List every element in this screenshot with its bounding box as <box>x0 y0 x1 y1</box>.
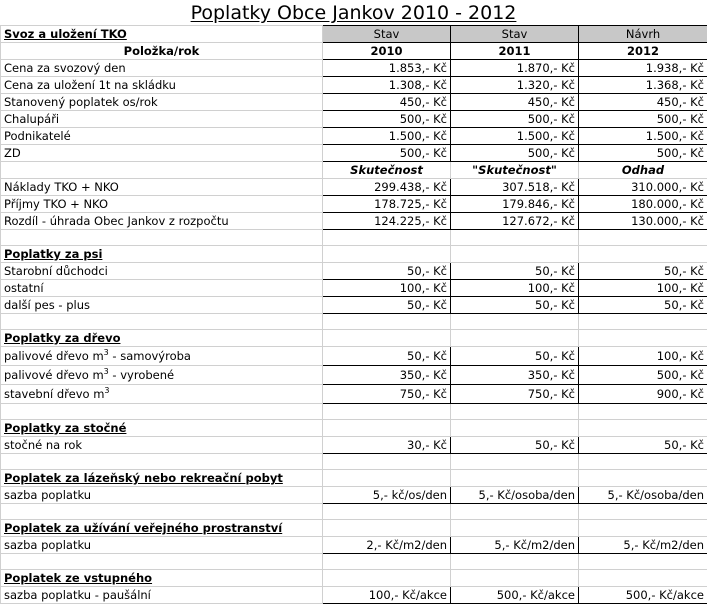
column-year-2010: 2010 <box>323 43 451 60</box>
section-title-spa: Poplatek za lázeňský nebo rekreační pobyt <box>1 470 323 487</box>
table-row: Náklady TKO + NKO 299.438,- Kč 307.518,- Kč 310.000,- Kč <box>1 179 707 196</box>
table-row: Podnikatelé 1.500,- Kč 1.500,- Kč 1.500,- Kč <box>1 128 707 145</box>
table-row: Rozdíl - úhrada Obec Jankov z rozpočtu 124.225,- Kč 127.672,- Kč 130.000,- Kč <box>1 213 707 230</box>
table-row: Příjmy TKO + NKO 178.725,- Kč 179.846,- Kč 180.000,- Kč <box>1 196 707 213</box>
table-row: stočné na rok 30,- Kč 50,- Kč 50,- Kč <box>1 437 707 454</box>
table-row: sazba poplatku - paušální 100,- Kč/akce 500,- Kč/akce 500,- Kč/akce <box>1 587 707 604</box>
reality-header-2012: Odhad <box>579 162 707 179</box>
table-row: ZD 500,- Kč 500,- Kč 500,- Kč <box>1 145 707 162</box>
reality-header-2011: "Skutečnost" <box>451 162 579 179</box>
table-row: sazba poplatku 2,- Kč/m2/den 5,- Kč/m2/den 5,- Kč/m2/den <box>1 537 707 554</box>
table-row: Starobní důchodci 50,- Kč 50,- Kč 50,- Kč <box>1 263 707 280</box>
item-year-label: Položka/rok <box>1 43 323 60</box>
table-row: sazba poplatku 5,- kč/os/den 5,- Kč/osoba/den 5,- Kč/osoba/den <box>1 487 707 504</box>
column-year-2011: 2011 <box>451 43 579 60</box>
section-title-sewage: Poplatky za stočné <box>1 420 323 437</box>
table-row: Cena za uložení 1t na skládku 1.308,- Kč 1.320,- Kč 1.368,- Kč <box>1 77 707 94</box>
section-title-tko: Svoz a uložení TKO <box>1 26 323 43</box>
page-title: Poplatky Obce Jankov 2010 - 2012 <box>190 2 517 24</box>
section-title-public-space: Poplatek za užívání veřejného prostranství <box>1 520 323 537</box>
table-row: palivové dřevo $m^3$ - vyrobené 350,- Kč 350,- Kč 500,- Kč <box>1 366 707 385</box>
table-row: Chalupáři 500,- Kč 500,- Kč 500,- Kč <box>1 111 707 128</box>
section-title-wood: Poplatky za dřevo <box>1 330 323 347</box>
column-status-2011: Stav <box>451 26 579 43</box>
column-year-2012: 2012 <box>579 43 707 60</box>
table-row: palivové dřevo $m^3$ - samovýroba 50,- Kč 50,- Kč 100,- Kč <box>1 347 707 366</box>
section-title-dogs: Poplatky za psi <box>1 246 323 263</box>
fees-table <box>0 25 707 604</box>
table-row: Cena za svozový den 1.853,- Kč 1.870,- Kč 1.938,- Kč <box>1 60 707 77</box>
column-status-2010: Stav <box>323 26 451 43</box>
column-status-2012: Návrh <box>579 26 707 43</box>
table-row: stavební dřevo $m^3$ 750,- Kč 750,- Kč 900,- Kč <box>1 385 707 404</box>
table-row: Stanovený poplatek os/rok 450,- Kč 450,- Kč 450,- Kč <box>1 94 707 111</box>
reality-header-2010: Skutečnost <box>323 162 451 179</box>
table-row: ostatní 100,- Kč 100,- Kč 100,- Kč <box>1 280 707 297</box>
section-title-entry: Poplatek ze vstupného <box>1 570 323 587</box>
table-row: další pes - plus 50,- Kč 50,- Kč 50,- Kč <box>1 297 707 314</box>
